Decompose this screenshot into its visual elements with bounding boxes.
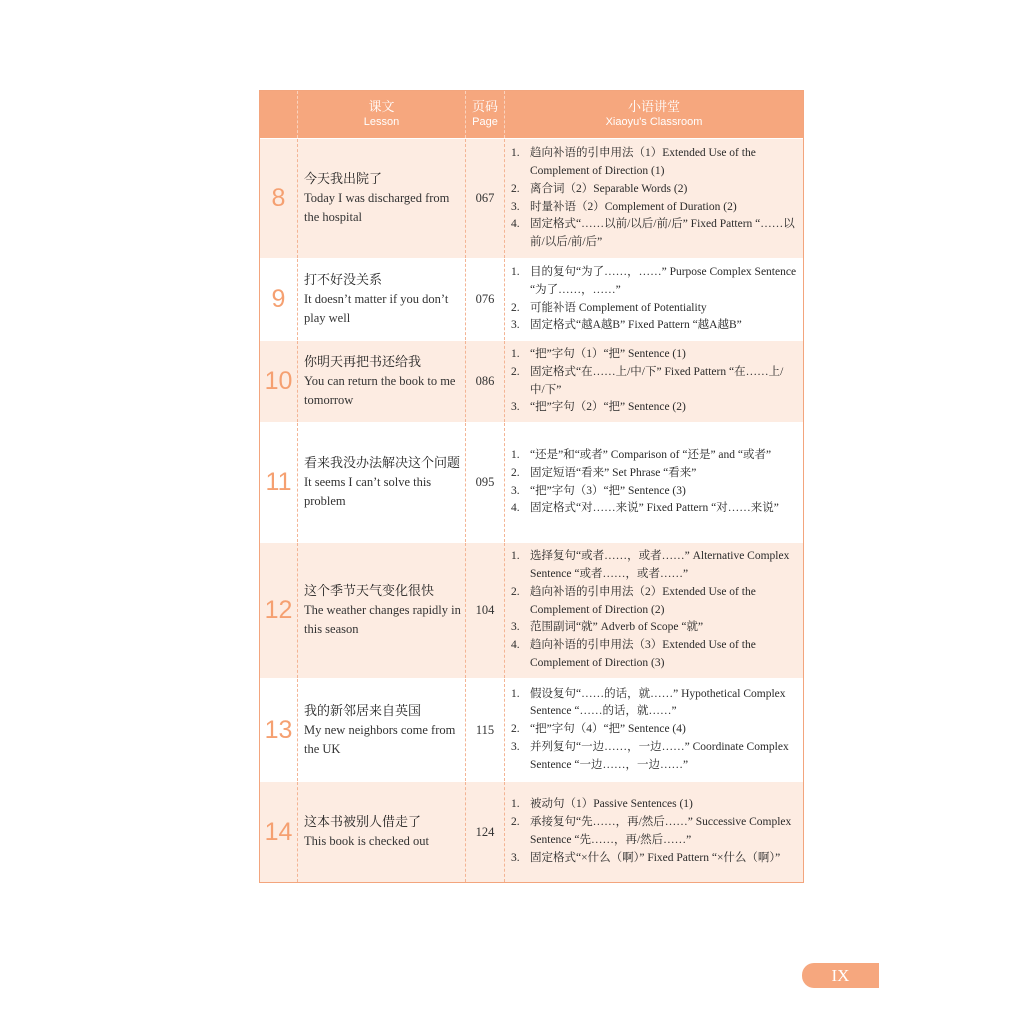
classroom-item-number: 3. [511,200,520,213]
classroom-item-text: 趋向补语的引申用法（1）Extended Use of the Complement of Direction (1) [530,147,756,177]
classroom-list [505,423,803,542]
lesson-title-cell [298,782,466,882]
classroom-item-text: “把”字句（2）“把” Sentence (2) [530,401,686,414]
classroom-item [511,145,797,181]
lesson-page: 076 [466,259,505,340]
classroom-item-text: 范围副词“就” Adverb of Scope “就” [530,621,704,634]
classroom-item-text: 固定格式“对……来说” Fixed Pattern “对……来说” [530,502,779,515]
table-header [260,91,803,138]
classroom-item [511,216,797,252]
classroom-item [511,739,797,775]
classroom-item-number: 3. [511,319,520,332]
classroom-item [511,619,797,637]
classroom-item-text: 固定格式“……以前/以后/前/后” Fixed Pattern “……以前/以后/前/后” [530,218,795,249]
lesson-title-zh: 这本书被别人借走了 [304,815,422,830]
classroom-item [511,637,797,673]
lesson-title-en: Today I was discharged from the hospital [304,191,450,224]
lesson-title-cell [298,259,466,340]
page-header-en: Page [472,115,498,128]
classroom-item-number: 3. [511,740,520,753]
classroom-item-number: 1. [511,265,520,278]
classroom-item [511,584,797,620]
lesson-page: 095 [466,423,505,542]
lesson-row [260,542,803,678]
lesson-title-cell [298,139,466,258]
classroom-item-number: 1. [511,798,520,811]
classroom-item [511,721,797,739]
classroom-item-text: “把”字句（4）“把” Sentence (4) [530,723,686,736]
classroom-item-number: 3. [511,851,520,864]
lesson-header-zh: 课文 [368,99,395,115]
classroom-item-text: 固定格式“×什么（啊）” Fixed Pattern “×什么（啊）” [530,851,781,864]
classroom-item [511,686,797,722]
classroom-item-text: 离合词（2）Separable Words (2) [530,182,688,195]
classroom-item-text: “还是”和“或者” Comparison of “还是” and “或者” [530,448,772,461]
classroom-item-text: 趋向补语的引申用法（2）Extended Use of the Complement of Direction (2) [530,585,756,616]
classroom-item-number: 3. [511,401,520,414]
lesson-title-zh: 看来我没办法解决这个问题 [304,456,461,471]
classroom-item [511,317,797,335]
classroom-item-text: 趋向补语的引申用法（3）Extended Use of the Complement of Direction (3) [530,639,756,669]
classroom-item-number: 1. [511,687,520,700]
lesson-title-cell [298,341,466,422]
lesson-title-cell [298,543,466,678]
classroom-list [505,259,803,340]
classroom-item-number: 1. [511,147,520,160]
lesson-title-zh: 我的新邻居来自英国 [304,703,422,719]
classroom-item-text: 假设复句“……的话，就……” Hypothetical Complex Sentence “……的话，就……” [530,687,786,718]
classroom-header-en: Xiaoyu's Classroom [605,115,703,128]
lesson-title-en: This book is checked out [304,834,429,848]
classroom-item-text: 固定格式“在……上/中/下” Fixed Pattern “在……上/中/下” [530,365,784,396]
classroom-item-text: 可能补语 Complement of Potentiality [530,301,707,314]
lesson-number: 8 [260,139,298,258]
classroom-item [511,346,797,364]
classroom-item-number: 2. [511,301,520,314]
classroom-item-number: 2. [511,182,520,195]
lesson-page: 115 [466,679,505,781]
lesson-title-en: The weather changes rapidly in this season [304,603,461,636]
classroom-item-number: 2. [511,365,520,378]
classroom-item-number: 1. [511,550,520,563]
lesson-row [260,340,803,422]
classroom-list [505,139,803,258]
classroom-item [511,447,797,465]
lesson-title-en: It doesn’t matter if you don’t play well [304,292,449,325]
page-header [466,91,505,138]
classroom-item [511,483,797,501]
classroom-item [511,850,797,868]
classroom-item-number: 2. [511,723,520,736]
classroom-item-number: 4. [511,218,520,231]
classroom-item [511,465,797,483]
lesson-rows [260,138,803,882]
classroom-item [511,500,797,518]
classroom-item-text: 固定格式“越A越B” Fixed Pattern “越A越B” [530,319,742,332]
classroom-item-text: 并列复句“一边……，一边……” Coordinate Complex Sentence “一边……，一边……” [530,740,789,771]
lesson-title-zh: 这个季节天气变化很快 [304,584,435,599]
classroom-item-number: 1. [511,448,520,461]
classroom-item-number: 2. [511,466,520,479]
lesson-page: 104 [466,543,505,678]
lesson-row [260,138,803,258]
classroom-item-number: 3. [511,621,520,634]
table-of-contents [259,90,804,883]
classroom-item [511,181,797,199]
lesson-title-zh: 你明天再把书还给我 [304,355,422,370]
lesson-number: 9 [260,259,298,340]
classroom-item-number: 1. [511,347,520,360]
lesson-title-cell [298,679,466,781]
lesson-number: 13 [260,679,298,781]
page-number-badge: IX [802,963,879,988]
classroom-item-number: 4. [511,639,520,652]
classroom-item-number: 4. [511,502,520,515]
lesson-number: 11 [260,423,298,542]
lesson-title-zh: 今天我出院了 [304,172,383,187]
lesson-title-cell [298,423,466,542]
lesson-number: 14 [260,782,298,882]
classroom-list [505,782,803,882]
lesson-title-en: You can return the book to me tomorrow [304,374,456,407]
classroom-item-text: 承接复句“先……，再/然后……” Successive Complex Sentence “先……，再/然后……” [530,816,792,846]
classroom-item [511,364,797,400]
lesson-title-en: It seems I can’t solve this problem [304,475,432,508]
classroom-header-zh: 小语讲堂 [627,99,680,115]
classroom-item-number: 3. [511,484,520,497]
classroom-list [505,679,803,781]
lesson-row [260,258,803,340]
number-header [260,91,298,138]
classroom-item-text: “把”字句（3）“把” Sentence (3) [530,484,686,497]
lesson-page: 086 [466,341,505,422]
classroom-item-text: 选择复句“或者……，或者……” Alternative Complex Sentence “或者……，或者……” [530,550,790,580]
lesson-title-en: My new neighbors come from the UK [304,722,456,756]
classroom-item [511,548,797,584]
page-header-zh: 页码 [471,99,498,115]
lesson-header [298,91,466,138]
classroom-item-text: 被动句（1）Passive Sentences (1) [530,798,693,811]
lesson-title-zh: 打不好没关系 [304,273,383,288]
lesson-row [260,422,803,542]
classroom-list [505,543,803,678]
classroom-item-text: 固定短语“看来” Set Phrase “看来” [530,466,697,479]
classroom-item [511,814,797,850]
classroom-item [511,399,797,417]
classroom-item-text: 目的复句“为了……，……” Purpose Complex Sentence “为了……，……” [530,265,797,296]
lesson-row [260,781,803,882]
lesson-header-en: Lesson [363,115,400,128]
lesson-number: 10 [260,341,298,422]
lesson-page: 124 [466,782,505,882]
classroom-item-number: 2. [511,585,520,598]
lesson-page: 067 [466,139,505,258]
classroom-item [511,199,797,217]
lesson-row [260,678,803,781]
classroom-item-text: “把”字句（1）“把” Sentence (1) [530,347,686,360]
classroom-header [505,91,803,138]
classroom-item [511,796,797,814]
lesson-number: 12 [260,543,298,678]
classroom-list [505,341,803,422]
classroom-item [511,300,797,318]
classroom-item-text: 时量补语（2）Complement of Duration (2) [530,200,737,213]
classroom-item-number: 2. [511,816,520,829]
classroom-item [511,264,797,300]
